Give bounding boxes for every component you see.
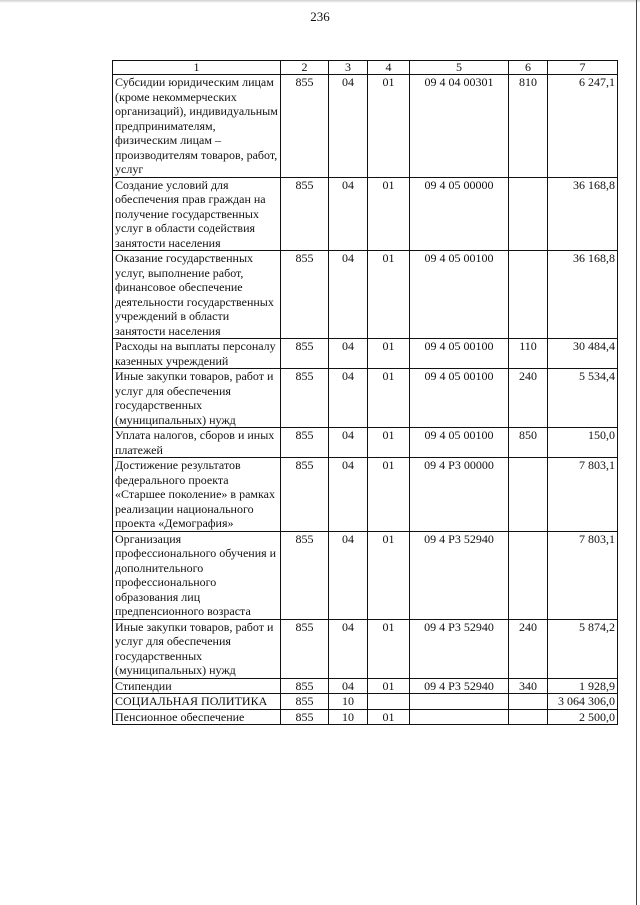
expense-type-cell: 110 bbox=[509, 339, 548, 369]
expense-name-cell: Достижение результатов федерального проекта «Старшее поколение» в рамках реализации национального проекта «Демография» bbox=[113, 458, 281, 532]
expense-name-cell: Субсидии юридическим лицам (кроме некоммерческих организаций), индивидуальным предпринимателям, физическим лицам – производителям товаров, работ, услуг bbox=[113, 75, 281, 178]
table-row bbox=[113, 694, 618, 710]
target-article-cell: 09 4 05 00100 bbox=[410, 428, 509, 458]
expense-type-cell: 240 bbox=[509, 369, 548, 428]
target-article-cell: 09 4 05 00100 bbox=[410, 339, 509, 369]
grbs-cell: 855 bbox=[281, 709, 329, 725]
column-header: 6 bbox=[509, 61, 548, 75]
target-article-cell: 09 4 P3 52940 bbox=[410, 619, 509, 678]
subsection-cell: 01 bbox=[368, 709, 410, 725]
table-row bbox=[113, 678, 618, 694]
section-cell: 04 bbox=[329, 339, 368, 369]
target-article-cell: 09 4 05 00100 bbox=[410, 369, 509, 428]
grbs-cell: 855 bbox=[281, 678, 329, 694]
table-header-row bbox=[113, 61, 618, 75]
grbs-cell: 855 bbox=[281, 619, 329, 678]
section-cell: 04 bbox=[329, 428, 368, 458]
grbs-cell: 855 bbox=[281, 428, 329, 458]
expense-name-cell: Организация профессионального обучения и дополнительного профессионального образования лиц предпенсионного возраста bbox=[113, 531, 281, 619]
grbs-cell: 855 bbox=[281, 694, 329, 710]
section-cell: 04 bbox=[329, 531, 368, 619]
expense-type-cell: 340 bbox=[509, 678, 548, 694]
expense-type-cell bbox=[509, 709, 548, 725]
expense-name-cell: Пенсионное обеспечение bbox=[113, 709, 281, 725]
expense-type-cell: 810 bbox=[509, 75, 548, 178]
subsection-cell: 01 bbox=[368, 369, 410, 428]
amount-cell: 36 168,8 bbox=[548, 177, 618, 251]
section-cell: 04 bbox=[329, 177, 368, 251]
target-article-cell: 09 4 04 00301 bbox=[410, 75, 509, 178]
column-header: 2 bbox=[281, 61, 329, 75]
amount-cell: 150,0 bbox=[548, 428, 618, 458]
subsection-cell: 01 bbox=[368, 458, 410, 532]
grbs-cell: 855 bbox=[281, 531, 329, 619]
grbs-cell: 855 bbox=[281, 75, 329, 178]
expense-type-cell bbox=[509, 251, 548, 339]
grbs-cell: 855 bbox=[281, 339, 329, 369]
expense-type-cell bbox=[509, 177, 548, 251]
expense-type-cell: 850 bbox=[509, 428, 548, 458]
column-header: 7 bbox=[548, 61, 618, 75]
amount-cell: 7 803,1 bbox=[548, 531, 618, 619]
table-row bbox=[113, 75, 618, 178]
subsection-cell: 01 bbox=[368, 75, 410, 178]
expense-name-cell: СОЦИАЛЬНАЯ ПОЛИТИКА bbox=[113, 694, 281, 710]
section-cell: 10 bbox=[329, 694, 368, 710]
section-cell: 04 bbox=[329, 75, 368, 178]
target-article-cell: 09 4 05 00100 bbox=[410, 251, 509, 339]
subsection-cell: 01 bbox=[368, 428, 410, 458]
section-cell: 10 bbox=[329, 709, 368, 725]
expense-type-cell: 240 bbox=[509, 619, 548, 678]
amount-cell: 7 803,1 bbox=[548, 458, 618, 532]
amount-cell: 5 874,2 bbox=[548, 619, 618, 678]
table-row bbox=[113, 177, 618, 251]
expense-type-cell bbox=[509, 694, 548, 710]
table-row bbox=[113, 428, 618, 458]
expense-name-cell: Создание условий для обеспечения прав граждан на получение государственных услуг в области содействия занятости населения bbox=[113, 177, 281, 251]
subsection-cell: 01 bbox=[368, 619, 410, 678]
target-article-cell bbox=[410, 709, 509, 725]
section-cell: 04 bbox=[329, 458, 368, 532]
subsection-cell: 01 bbox=[368, 177, 410, 251]
grbs-cell: 855 bbox=[281, 177, 329, 251]
budget-table bbox=[112, 60, 618, 725]
section-cell: 04 bbox=[329, 619, 368, 678]
expense-name-cell: Оказание государственных услуг, выполнение работ, финансовое обеспечение деятельности государственных учреждений в области занятости населения bbox=[113, 251, 281, 339]
column-header: 1 bbox=[113, 61, 281, 75]
amount-cell: 2 500,0 bbox=[548, 709, 618, 725]
grbs-cell: 855 bbox=[281, 251, 329, 339]
subsection-cell: 01 bbox=[368, 678, 410, 694]
grbs-cell: 855 bbox=[281, 458, 329, 532]
page-top-edge bbox=[0, 0, 640, 3]
amount-cell: 36 168,8 bbox=[548, 251, 618, 339]
subsection-cell bbox=[368, 694, 410, 710]
target-article-cell: 09 4 05 00000 bbox=[410, 177, 509, 251]
expense-name-cell: Расходы на выплаты персоналу казенных учреждений bbox=[113, 339, 281, 369]
column-header: 4 bbox=[368, 61, 410, 75]
subsection-cell: 01 bbox=[368, 339, 410, 369]
table-row bbox=[113, 709, 618, 725]
table-row bbox=[113, 619, 618, 678]
section-cell: 04 bbox=[329, 251, 368, 339]
table-row bbox=[113, 251, 618, 339]
expense-name-cell: Иные закупки товаров, работ и услуг для обеспечения государственных (муниципальных) нужд bbox=[113, 369, 281, 428]
table-row bbox=[113, 369, 618, 428]
subsection-cell: 01 bbox=[368, 531, 410, 619]
expense-name-cell: Стипендии bbox=[113, 678, 281, 694]
table-row bbox=[113, 531, 618, 619]
target-article-cell bbox=[410, 694, 509, 710]
target-article-cell: 09 4 P3 52940 bbox=[410, 678, 509, 694]
expense-type-cell bbox=[509, 531, 548, 619]
column-header: 5 bbox=[410, 61, 509, 75]
amount-cell: 5 534,4 bbox=[548, 369, 618, 428]
grbs-cell: 855 bbox=[281, 369, 329, 428]
amount-cell: 1 928,9 bbox=[548, 678, 618, 694]
section-cell: 04 bbox=[329, 678, 368, 694]
page-number: 236 bbox=[310, 9, 330, 24]
column-header: 3 bbox=[329, 61, 368, 75]
expense-name-cell: Иные закупки товаров, работ и услуг для обеспечения государственных (муниципальных) нужд bbox=[113, 619, 281, 678]
target-article-cell: 09 4 P3 00000 bbox=[410, 458, 509, 532]
target-article-cell: 09 4 P3 52940 bbox=[410, 531, 509, 619]
scan-edge-line bbox=[636, 0, 637, 905]
amount-cell: 30 484,4 bbox=[548, 339, 618, 369]
expense-name-cell: Уплата налогов, сборов и иных платежей bbox=[113, 428, 281, 458]
subsection-cell: 01 bbox=[368, 251, 410, 339]
amount-cell: 6 247,1 bbox=[548, 75, 618, 178]
amount-cell: 3 064 306,0 bbox=[548, 694, 618, 710]
section-cell: 04 bbox=[329, 369, 368, 428]
table-row bbox=[113, 458, 618, 532]
expense-type-cell bbox=[509, 458, 548, 532]
table-row bbox=[113, 339, 618, 369]
